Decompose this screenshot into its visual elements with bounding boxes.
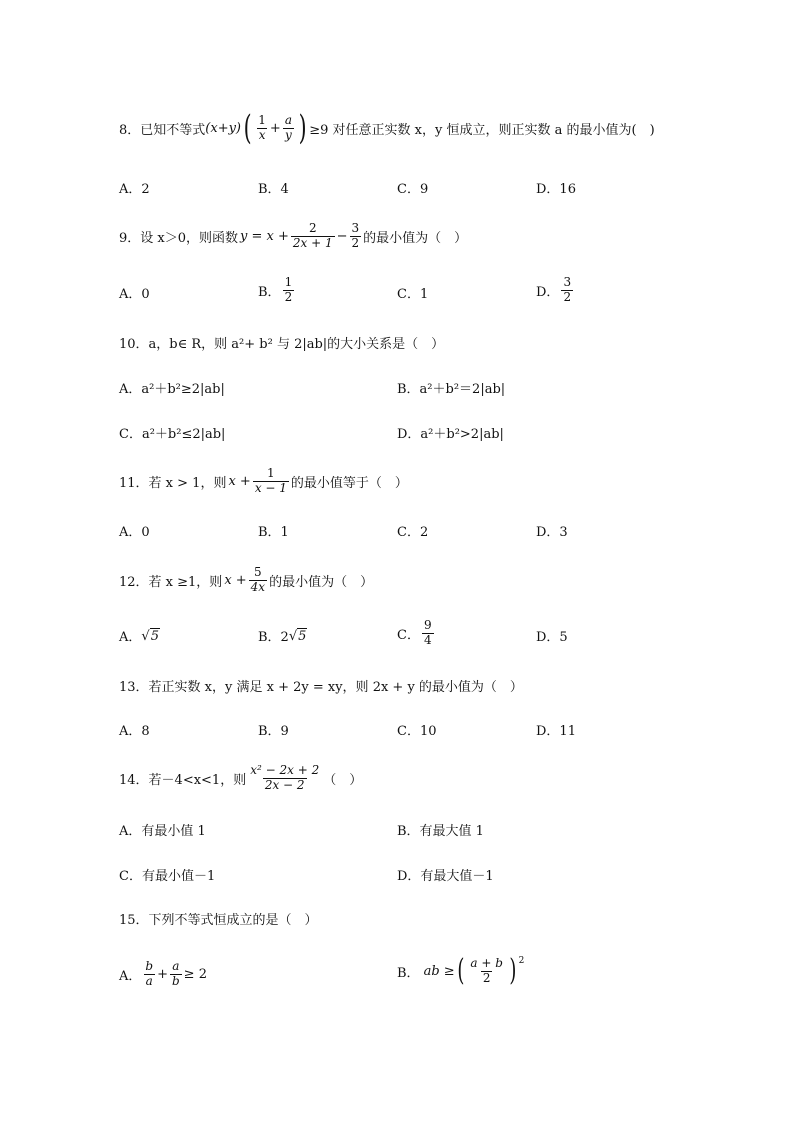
- fraction: $\frac{1}{2}$: [284, 275, 293, 304]
- question-text: 已知不等式: [140, 122, 206, 138]
- math-expr: (x+y): [205, 120, 242, 136]
- option-d[interactable]: D．16: [536, 182, 576, 197]
- question-text: 若 x > 1，则: [148, 475, 227, 491]
- square-root: √ 5: [141, 628, 159, 644]
- option-a[interactable]: A．2: [119, 182, 150, 197]
- question-14: [119, 760, 362, 796]
- option-a[interactable]: A． $\frac{b}{a}$ + $\frac{a}{b}$ ≥ 2: [119, 959, 207, 988]
- fraction: $\frac{a}{y}$: [284, 112, 292, 142]
- option-a[interactable]: A．0: [119, 525, 150, 540]
- option-a[interactable]: A．8: [119, 724, 150, 739]
- option-b[interactable]: B．4: [258, 182, 289, 197]
- question-13: [119, 676, 523, 695]
- question-text: ≥9 对任意正实数 x，y 恒成立，则正实数 a 的最小值为( ): [309, 122, 655, 138]
- question-text: 的最小值等于（ ）: [290, 475, 408, 491]
- question-number: 12．: [119, 574, 149, 590]
- right-paren: ): [509, 953, 517, 988]
- option-d[interactable]: D．有最大值－1: [397, 869, 494, 884]
- question-number: 13．: [119, 680, 149, 695]
- question-number: 9．: [119, 230, 141, 246]
- option-b[interactable]: B． $\frac{1}{2}$: [258, 275, 293, 304]
- option-c[interactable]: C．2: [397, 525, 429, 540]
- fraction: $\frac{1}{x - 1}$: [254, 465, 287, 495]
- fraction: $\frac{2}{2x + 1}$: [292, 220, 333, 250]
- question-text: 的最小值为（ ）: [269, 574, 374, 590]
- left-paren: (: [243, 108, 252, 148]
- left-paren: (: [457, 953, 465, 988]
- option-a[interactable]: A．有最小值 1: [119, 824, 206, 839]
- fraction: $\frac{3}{2}$: [563, 275, 572, 304]
- question-text: a，b∈ R，则 a²+ b² 与 2|ab|的大小关系是（ ）: [148, 337, 445, 352]
- math-expr: x +: [228, 473, 251, 489]
- question-15: [119, 909, 318, 928]
- question-9: 9． 设 x＞0，则函数 y = x + $\frac{2}{2x + 1}$ − $\frac{3}{2}$ 的最小值为（ ）: [119, 220, 468, 250]
- fraction: $\frac{5}{4x}$: [250, 564, 266, 594]
- fraction: $\frac{a + b}{2}$: [470, 955, 503, 985]
- option-b[interactable]: B．有最大值 1: [397, 824, 484, 839]
- square-root: √ 5: [288, 628, 307, 644]
- question-text: 下列不等式恒成立的是（ ）: [148, 913, 318, 928]
- option-a[interactable]: A．0: [119, 287, 150, 302]
- question-number: 8．: [119, 122, 141, 138]
- math-expr: x +: [224, 572, 247, 588]
- question-number: 10．: [119, 337, 149, 352]
- question-10: [119, 333, 444, 352]
- option-d[interactable]: D．3: [536, 525, 568, 540]
- option-c[interactable]: C．1: [397, 287, 429, 302]
- fraction: $\frac{\text{x² − 2x + 2}}{2x - 2}$: [250, 762, 320, 792]
- math-expr: y = x +: [240, 228, 289, 244]
- fraction: $\frac{1}{x}$: [258, 112, 266, 142]
- fraction: $\frac{a}{b}$: [171, 959, 180, 988]
- option-b[interactable]: B．9: [258, 724, 289, 739]
- question-text: （ ）: [323, 772, 363, 788]
- fraction: $\frac{9}{4}$: [423, 618, 432, 647]
- option-a[interactable]: A．a²＋b²≥2|ab|: [119, 382, 225, 397]
- right-paren: ): [298, 108, 307, 148]
- option-b[interactable]: B． ab ≥ ( $\frac{a + b}{2}$ ) $^2$: [397, 953, 525, 988]
- question-text: 若正实数 x，y 满足 x + 2y = xy，则 2x + y 的最小值为（ ）: [148, 680, 523, 695]
- question-text: 若 x ≥1，则: [148, 574, 223, 590]
- fraction: $\frac{3}{2}$: [351, 220, 360, 250]
- question-number: 14．: [119, 772, 149, 788]
- option-d[interactable]: D．a²＋b²>2|ab|: [397, 427, 504, 442]
- option-c[interactable]: C．9: [397, 182, 429, 197]
- option-c[interactable]: C． $\frac{9}{4}$: [397, 618, 432, 647]
- question-number: 11．: [119, 475, 149, 491]
- fraction: $\frac{b}{a}$: [145, 959, 154, 988]
- option-d[interactable]: D．11: [536, 724, 576, 739]
- question-number: 15．: [119, 913, 149, 928]
- question-11: [119, 463, 408, 499]
- question-text: 若－4<x<1，则: [148, 772, 247, 788]
- question-12: [119, 562, 373, 598]
- option-c[interactable]: C．有最小值－1: [119, 869, 216, 884]
- question-text: 的最小值为（ ）: [363, 230, 468, 246]
- option-a[interactable]: A． √ 5: [119, 628, 159, 645]
- option-b[interactable]: B．1: [258, 525, 289, 540]
- option-d[interactable]: D．5: [536, 630, 568, 645]
- question-text: 设 x＞0，则函数: [140, 230, 239, 246]
- option-d[interactable]: D． $\frac{3}{2}$: [536, 275, 572, 304]
- option-b[interactable]: B．2 √ 5: [258, 628, 307, 645]
- question-8: 8． 已知不等式 (x+y) ( $\frac{1}{x}$ + $\frac{a}{y}$ ) ≥9 对任意正实数 x，y 恒成立，则正实数 a 的最小值为( ): [119, 108, 655, 148]
- option-b[interactable]: B．a²＋b²＝2|ab|: [397, 382, 506, 397]
- option-c[interactable]: C．10: [397, 724, 437, 739]
- option-c[interactable]: C．a²＋b²≤2|ab|: [119, 427, 226, 442]
